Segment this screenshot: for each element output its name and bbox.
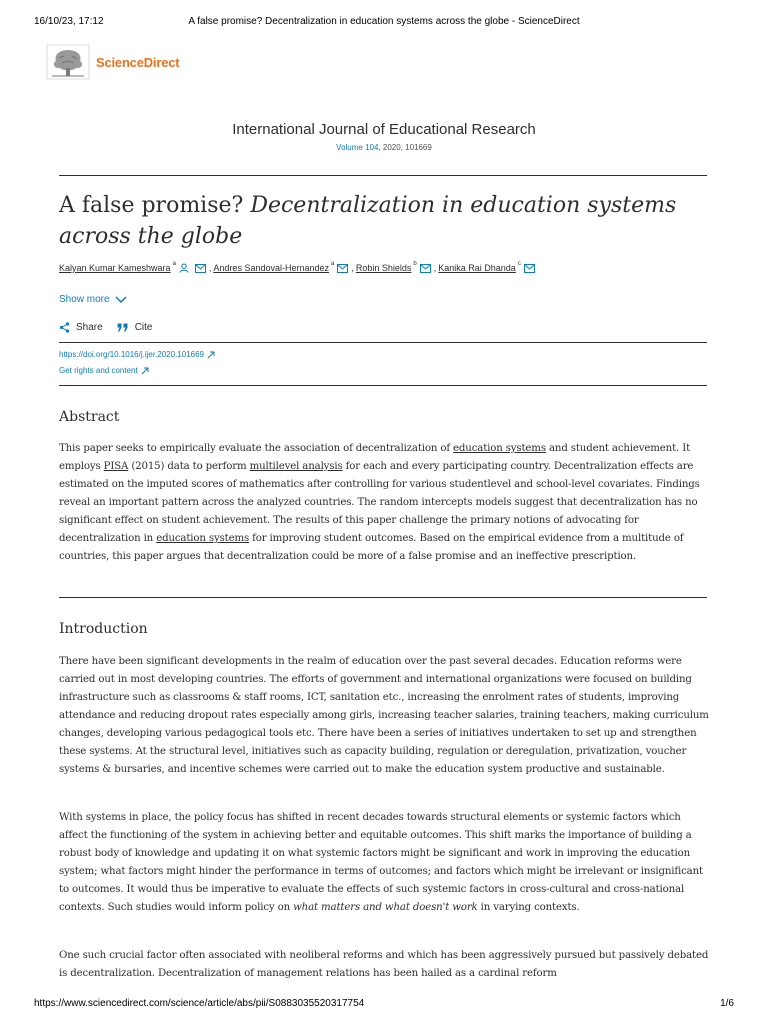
cite-label: Cite xyxy=(134,322,153,333)
doi-text: https://doi.org/10.1016/j.ijer.2020.101669 xyxy=(59,350,204,359)
email-icon[interactable] xyxy=(195,264,206,273)
brand-name: ScienceDirect xyxy=(96,54,180,70)
multilevel-analysis-link[interactable]: multilevel analysis xyxy=(249,461,343,472)
sciencedirect-logo[interactable] xyxy=(46,44,179,80)
elsevier-tree-icon xyxy=(46,44,90,80)
author-affiliation[interactable]: c xyxy=(517,261,521,267)
title-italic: Decentralization in education systems across the globe xyxy=(59,193,677,249)
print-url: https://www.sciencedirect.com/science/article/abs/pii/S0883035520317754 xyxy=(34,998,365,1009)
article-title xyxy=(59,190,699,252)
share-button[interactable] xyxy=(59,322,103,333)
abstract-segment: for improving student outcomes. Based on the empirical evidence from a multitude of countries, this paper argues that decentralization could be more of a false promise and an ineffective prescription. xyxy=(59,533,684,562)
email-icon[interactable] xyxy=(524,264,535,273)
divider xyxy=(59,342,707,343)
share-icon xyxy=(59,322,70,333)
person-icon[interactable] xyxy=(179,263,189,273)
rights-text: Get rights and content xyxy=(59,366,138,375)
divider xyxy=(59,597,707,598)
author-affiliation[interactable]: b xyxy=(413,261,417,267)
divider xyxy=(59,175,707,176)
volume-line xyxy=(0,143,768,152)
author-link[interactable]: Kalyan Kumar Kameshwara xyxy=(59,263,171,273)
pisa-link[interactable]: PISA xyxy=(103,461,129,472)
journal-title[interactable]: International Journal of Educational Research xyxy=(232,121,536,138)
email-icon[interactable] xyxy=(337,264,348,273)
author-link[interactable]: Kanika Rai Dhanda xyxy=(438,263,516,273)
abstract-segment: This paper seeks to empirically evaluate the association of decentralization of xyxy=(59,443,454,454)
print-header xyxy=(34,16,734,30)
quote-icon xyxy=(117,323,129,332)
author-link[interactable]: Robin Shields xyxy=(355,263,412,273)
paragraph-segment: With systems in place, the policy focus has shifted in recent decades towards structural elements or systemic factors which affect the functioning of the system in achieving better and equitable outcomes. This shift marks the importance of building a robust body of knowledge and updating it on what systemic factors might be significant and work in improving the education system; what factors might hinder the performance in terms of outcomes; and factors which might be irrelevant or insignificant to outcomes. It would thus be imperative to evaluate the effects of such systemic factors in cross-cultural and cross-national contexts. Such studies would inform policy on xyxy=(59,812,703,913)
external-link-icon xyxy=(141,367,149,375)
show-more-button[interactable] xyxy=(59,294,127,305)
author-separator: , xyxy=(351,263,354,273)
email-icon[interactable] xyxy=(420,264,431,273)
author-separator: , xyxy=(433,263,437,273)
abstract-heading: Abstract xyxy=(59,409,120,425)
abstract-segment: for each and every participating country. Decentralization effects are estimated on the imputed scores of mathematics after controlling for various studentlevel and school-level covariates. Findings reveal an important pattern across the analyzed countries. The random intercepts models suggest that decentralization has no significant effect on student achievement. The results of this paper challenge the primary notions of advocating for decentralization in xyxy=(59,461,700,544)
print-footer xyxy=(34,998,734,1012)
title-plain: A false promise? xyxy=(59,193,244,218)
doi-link[interactable] xyxy=(59,350,215,359)
divider xyxy=(59,385,707,386)
chevron-down-icon xyxy=(115,296,127,304)
abstract-text xyxy=(59,440,709,566)
show-more-label: Show more xyxy=(59,294,110,305)
education-systems-link[interactable]: education systems xyxy=(156,533,250,544)
share-label: Share xyxy=(76,322,103,333)
author-separator: , xyxy=(208,263,212,273)
print-page-number: 1/6 xyxy=(720,998,734,1009)
intro-paragraph-1: There have been significant developments in the realm of education over the past several decades. Education reforms were carried out in most developing countries. The efforts of government and international organizations were focused on building infrastructure such as classrooms & staff rooms, ICT, sanitation etc., increasing the enrolment rates of students, improving attendance and reducing dropout rates especially among girls, increasing teacher salaries, training teachers, making curriculum changes, developing various pedagogical tools etc. There have been a series of initiatives undertaken to set up and strengthen these systems. At the structural level, initiatives such as capacity building, regulation or deregulation, privatization, voucher systems & bursaries, and incentive schemes were carried out to make the education system productive and sustainable. xyxy=(59,656,709,775)
cite-button[interactable] xyxy=(117,322,153,333)
volume-details: , 2020, 101669 xyxy=(378,143,432,152)
introduction-heading: Introduction xyxy=(59,621,148,637)
education-systems-link[interactable]: education systems xyxy=(453,443,546,454)
volume-link[interactable]: Volume 104 xyxy=(336,143,379,152)
abstract-segment: (2015) data to perform xyxy=(128,461,250,472)
intro-paragraph-3: One such crucial factor often associated with neoliberal reforms and which has been aggressively pursued but passively debated is decentralization. Decentralization of management relations has been hailed as a cardinal reform xyxy=(59,950,709,979)
rights-link[interactable] xyxy=(59,366,149,375)
abstract-segment: and student achievement. It employs xyxy=(59,443,691,472)
external-link-icon xyxy=(207,351,215,359)
paragraph-emphasis: what matters and what doesn't work xyxy=(293,902,478,913)
author-link[interactable]: Andres Sandoval-Hernandez xyxy=(213,263,329,273)
author-affiliation[interactable]: a xyxy=(172,261,176,267)
author-affiliation[interactable]: a xyxy=(331,261,335,267)
article-actions xyxy=(59,322,166,333)
print-date: 16/10/23, 17:12 xyxy=(34,16,104,27)
print-title: A false promise? Decentralization in education systems across the globe - ScienceDirect xyxy=(188,16,580,27)
paragraph-segment: in varying contexts. xyxy=(477,902,580,913)
intro-paragraph-2 xyxy=(59,809,709,917)
author-list xyxy=(59,263,538,273)
